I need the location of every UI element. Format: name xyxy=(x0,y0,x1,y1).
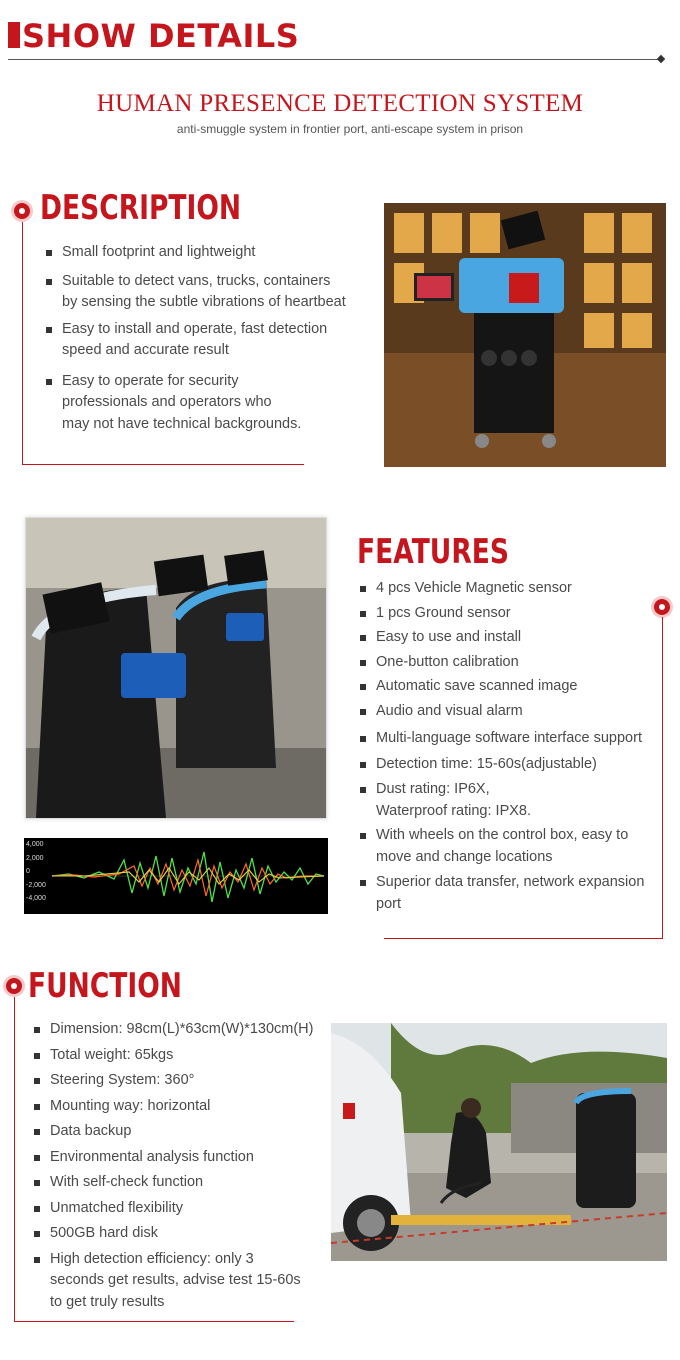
function-item-text: Dimension: 98cm(L)*63cm(W)*130cm(H) xyxy=(50,1021,314,1037)
features-heading: FEATURES xyxy=(357,532,509,572)
main-subtitle: anti-smuggle system in frontier port, anti-escape system in prison xyxy=(176,122,524,136)
features-item-text: Superior data transfer, network expansion xyxy=(376,874,645,890)
description-item-text: Small footprint and lightweight xyxy=(62,244,256,260)
features-item-text: 1 pcs Ground sensor xyxy=(376,604,511,621)
function-list xyxy=(32,1019,332,1313)
function-item-text: With self-check function xyxy=(50,1174,204,1190)
features-item-text: Multi-language software interface support xyxy=(376,730,642,746)
features-item xyxy=(358,754,668,776)
features-marker-icon xyxy=(654,599,670,615)
function-item-text: Mounting way: horizontal xyxy=(50,1097,211,1114)
features-item-text: Automatic save scanned image xyxy=(376,678,578,694)
function-item-text: seconds get results, advise test 15-60s xyxy=(50,1272,301,1288)
function-item xyxy=(32,1070,332,1092)
features-item xyxy=(358,578,668,600)
function-item xyxy=(32,1198,332,1220)
features-item-text: With wheels on the control box, easy to xyxy=(376,827,629,843)
function-item xyxy=(32,1223,332,1245)
description-marker-icon xyxy=(14,203,30,219)
features-frame-line xyxy=(662,617,663,938)
function-item-text: to get truly results xyxy=(50,1293,165,1310)
page-header-title: SHOW DETAILS xyxy=(22,17,300,55)
waveform-tick-label: -4,000 xyxy=(26,895,46,902)
features-item-text: Audio and visual alarm xyxy=(376,702,523,719)
features-list xyxy=(358,578,668,915)
description-frame-bottom xyxy=(22,464,304,465)
function-item-text: Unmatched flexibility xyxy=(50,1199,183,1216)
function-item-text: Data backup xyxy=(50,1123,132,1139)
features-item xyxy=(358,652,668,674)
features-item-text: Dust rating: IP6X, xyxy=(376,781,490,797)
features-item-text: port xyxy=(376,895,401,912)
features-item xyxy=(358,627,668,649)
detector-showroom-photo xyxy=(384,203,666,467)
header-accent-bar xyxy=(8,22,20,48)
description-item xyxy=(44,242,374,264)
features-item-text: 4 pcs Vehicle Magnetic sensor xyxy=(376,580,572,596)
waveform-tick-label: 2,000 xyxy=(26,854,44,862)
description-heading: DESCRIPTION xyxy=(40,188,242,228)
description-item-text: may not have technical backgrounds. xyxy=(62,415,302,432)
description-item xyxy=(44,371,374,436)
waveform-tick-label: 4,000 xyxy=(26,841,44,848)
features-item xyxy=(358,825,668,868)
function-item xyxy=(32,1121,332,1143)
heartbeat-waveform-chart xyxy=(24,838,328,914)
main-title: HUMAN PRESENCE DETECTION SYSTEM xyxy=(96,90,584,117)
waveform-tick-label: 0 xyxy=(26,868,30,875)
field-test-photo xyxy=(331,1023,667,1261)
function-marker-icon xyxy=(6,978,22,994)
function-frame-bottom xyxy=(14,1321,294,1322)
features-item xyxy=(358,701,668,723)
features-item-text: Detection time: 15-60s(adjustable) xyxy=(376,755,597,772)
function-item-text: Environmental analysis function xyxy=(50,1148,254,1165)
features-item xyxy=(358,728,668,750)
description-item-text: by sensing the subtle vibrations of heartbeat xyxy=(62,294,346,310)
function-item xyxy=(32,1019,332,1041)
features-item xyxy=(358,676,668,698)
features-item-text: One-button calibration xyxy=(376,653,519,670)
description-item-text: speed and accurate result xyxy=(62,342,229,358)
description-list xyxy=(44,242,374,435)
function-item xyxy=(32,1172,332,1194)
features-item xyxy=(358,779,668,822)
header-divider xyxy=(8,59,660,60)
header-divider-end xyxy=(657,55,665,63)
function-heading: FUNCTION xyxy=(28,966,183,1006)
function-frame-line xyxy=(14,997,15,1322)
description-item xyxy=(44,319,374,362)
description-item-text: Suitable to detect vans, trucks, containers xyxy=(62,272,331,289)
description-item-text: professionals and operators who xyxy=(62,394,272,410)
features-item-text: Easy to use and install xyxy=(376,629,522,645)
function-item-text: 500GB hard disk xyxy=(50,1225,159,1241)
features-frame-bottom xyxy=(384,938,663,939)
description-item xyxy=(44,271,374,314)
waveform-tick-label: -2,000 xyxy=(26,881,46,889)
description-item-text: Easy to operate for security xyxy=(62,372,239,389)
detector-units-photo xyxy=(25,517,327,819)
features-item xyxy=(358,603,668,625)
function-item xyxy=(32,1096,332,1118)
function-item xyxy=(32,1147,332,1169)
features-item-text: move and change locations xyxy=(376,848,553,865)
function-item xyxy=(32,1045,332,1067)
description-frame-line xyxy=(22,222,23,464)
features-item-text: Waterproof rating: IPX8. xyxy=(376,802,532,819)
function-item-text: High detection efficiency: only 3 xyxy=(50,1250,254,1267)
features-item xyxy=(358,872,668,915)
function-item-text: Steering System: 360° xyxy=(50,1072,195,1088)
function-item-text: Total weight: 65kgs xyxy=(50,1046,174,1063)
description-item-text: Easy to install and operate, fast detection xyxy=(62,320,328,337)
function-item xyxy=(32,1249,332,1314)
